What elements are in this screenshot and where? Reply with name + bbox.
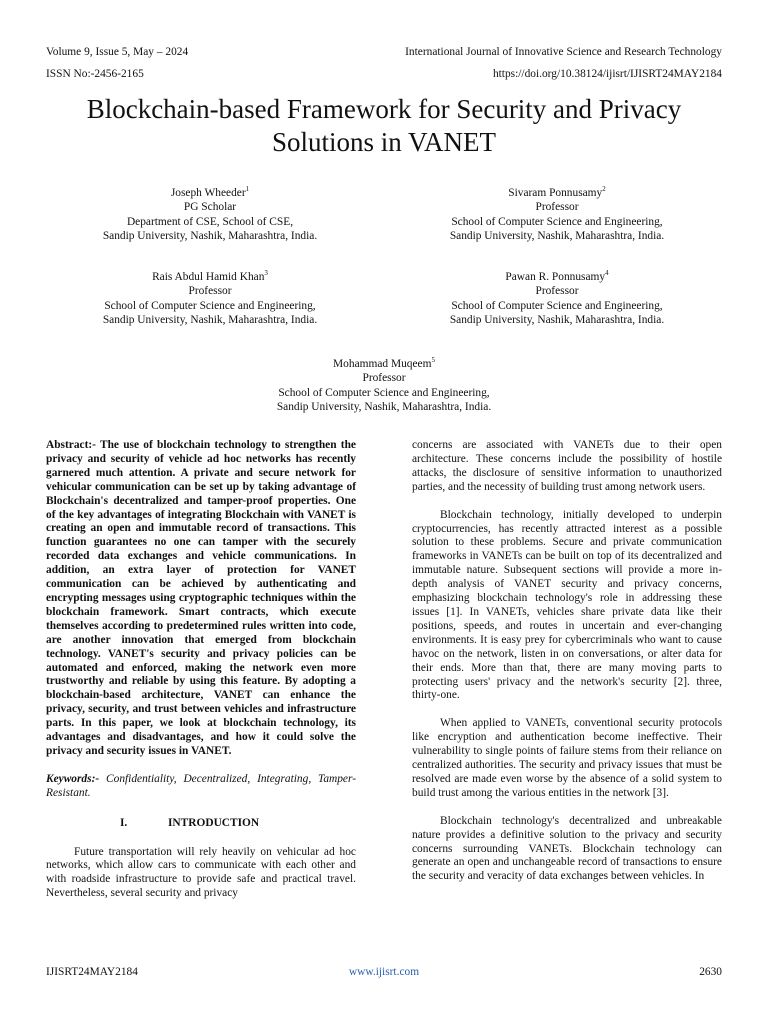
author-block-2 <box>407 186 707 243</box>
author-sup: 2 <box>602 185 606 194</box>
author-affiliation: Sandip University, Nashik, Maharashtra, India. <box>102 229 318 242</box>
paragraph: concerns are associated with VANETs due to their open architecture. These concerns include the possibility of hostile attacks, the disclosure of sensitive information to unauthorized parties, and the necessity of building trust among network users. <box>412 439 722 493</box>
author-sup: 5 <box>431 356 435 365</box>
author-role: PG Scholar <box>183 201 237 214</box>
author-name: Joseph Wheeder <box>170 187 246 199</box>
footer-website-link[interactable]: www.ijisrt.com <box>348 966 420 978</box>
author-affiliation: School of Computer Science and Engineering, <box>104 299 316 312</box>
page-number: 2630 <box>699 966 722 978</box>
left-column <box>46 439 356 901</box>
right-column <box>412 439 722 884</box>
abstract: Abstract:- The use of blockchain technology to strengthen the privacy and security of vehicle ad hoc networks has recently garnered much attention. A private and secure network for vehicular communication can be set up by taking advantage of Blockchain's decentralized and tamper-proof properties. One of the key advantages of integrating Blockchain with VANET is creating an open and immutable record of transactions. This function guarantees no one can tamper with the securely recorded data exchanges and vehicle communications. In addition, an extra layer of protection for VANET communication can be achieved by authenticating and encrypting messages using cryptographic techniques within the blockchain framework. Smart contracts, which execute themselves according to predetermined rules written into code, are another innovation that emerged from blockchain technology. VANET's security and privacy policies can be automated and enforced, making the network even more trustworthy and reliable by using this feature. By adopting a blockchain-based architecture, VANET can enhance the privacy, security, and trust between vehicles and infrastructure parts. In this paper, we look at blockchain technology, its advantages and disadvantages, and how it could solve the privacy and security issues in VANET. <box>46 439 356 757</box>
paragraph: Blockchain technology, initially developed to underpin cryptocurrencies, has recently attracted interest as a possible solution to these problems. Secure and private communication frameworks in VANETs can be built on top of its decentralized and immutable nature. Subsequent sections will provide a more in-depth analysis of VANET security and privacy concerns, emphasizing blockchain technology's role in addressing these issues [1]. In VANETs, vehicles share private data like their positions, speeds, and routes in uncertain and ever-changing environments. It is easy prey for cybercriminals who want to cause havoc on the network, listen in on conversations, or alter data for their ends. More than that, there are many moving parts to protecting users' privacy and the network's security [2]. three, thirty-one. <box>412 508 722 702</box>
author-affiliation: Sandip University, Nashik, Maharashtra, India. <box>449 313 665 326</box>
footer-id: IJISRT24MAY2184 <box>46 966 138 978</box>
paragraph: Future transportation will rely heavily on vehicular ad hoc networks, which allow cars to communicate with each other and with roadside infrastructure to provide safe and practical travel. Nevertheless, several security and privacy <box>46 845 356 900</box>
paragraph: When applied to VANETs, conventional security protocols like encryption and authentication become ineffective. Their vulnerability to single points of failure stems from their reliance on centralized authorities. The security and privacy issues that must be resolved are made even worse by the absence of a solid system to build trust among the various entities in the network [3]. <box>412 717 722 799</box>
section-number: I. <box>120 816 128 829</box>
author-affiliation: Sandip University, Nashik, Maharashtra, India. <box>449 229 665 242</box>
keywords <box>46 773 356 801</box>
header-doi[interactable]: https://doi.org/10.38124/ijisrt/IJISRT24MAY2184 <box>492 68 722 80</box>
header-issn: ISSN No:-2456-2165 <box>46 68 144 80</box>
section-title: INTRODUCTION <box>168 816 260 829</box>
author-role: Professor <box>535 201 579 214</box>
author-block-4 <box>407 270 707 327</box>
paper-title: Blockchain-based Framework for Security and Privacy Solutions in VANET <box>86 94 682 157</box>
author-sup: 1 <box>245 185 250 194</box>
author-sup: 3 <box>264 269 268 278</box>
header-volume: Volume 9, Issue 5, May – 2024 <box>46 46 189 58</box>
author-name: Pawan R. Ponnusamy <box>505 271 606 283</box>
author-sup: 4 <box>605 269 609 278</box>
author-block-5 <box>234 357 534 414</box>
author-affiliation: Sandip University, Nashik, Maharashtra, India. <box>276 400 492 413</box>
author-block-1 <box>60 186 360 243</box>
header-journal: International Journal of Innovative Science and Research Technology <box>405 46 722 58</box>
author-name: Sivaram Ponnusamy <box>508 187 603 199</box>
keywords-label: Keywords:- <box>46 772 100 785</box>
author-name: Rais Abdul Hamid Khan <box>152 271 265 283</box>
author-affiliation: School of Computer Science and Engineering, <box>451 215 663 228</box>
keywords-text: Confidentiality, Decentralized, Integrating, Tamper-Resistant. <box>46 772 356 799</box>
author-affiliation: Department of CSE, School of CSE, <box>126 215 294 228</box>
section-heading <box>46 817 356 831</box>
author-affiliation: School of Computer Science and Engineering, <box>278 386 490 399</box>
paragraph: Blockchain technology's decentralized and unbreakable nature provides a definitive solution to the privacy and security concerns surrounding VANETs. Blockchain technology can generate an open and unchangeable record of transactions to ensure the security and veracity of data exchanges between vehicles. In <box>412 814 722 883</box>
author-name: Mohammad Muqeem <box>333 358 432 370</box>
author-role: Professor <box>362 372 406 385</box>
author-role: Professor <box>535 285 579 298</box>
author-block-3 <box>60 270 360 327</box>
author-role: Professor <box>188 285 232 298</box>
author-affiliation: School of Computer Science and Engineering, <box>451 299 663 312</box>
author-affiliation: Sandip University, Nashik, Maharashtra, India. <box>102 313 318 326</box>
